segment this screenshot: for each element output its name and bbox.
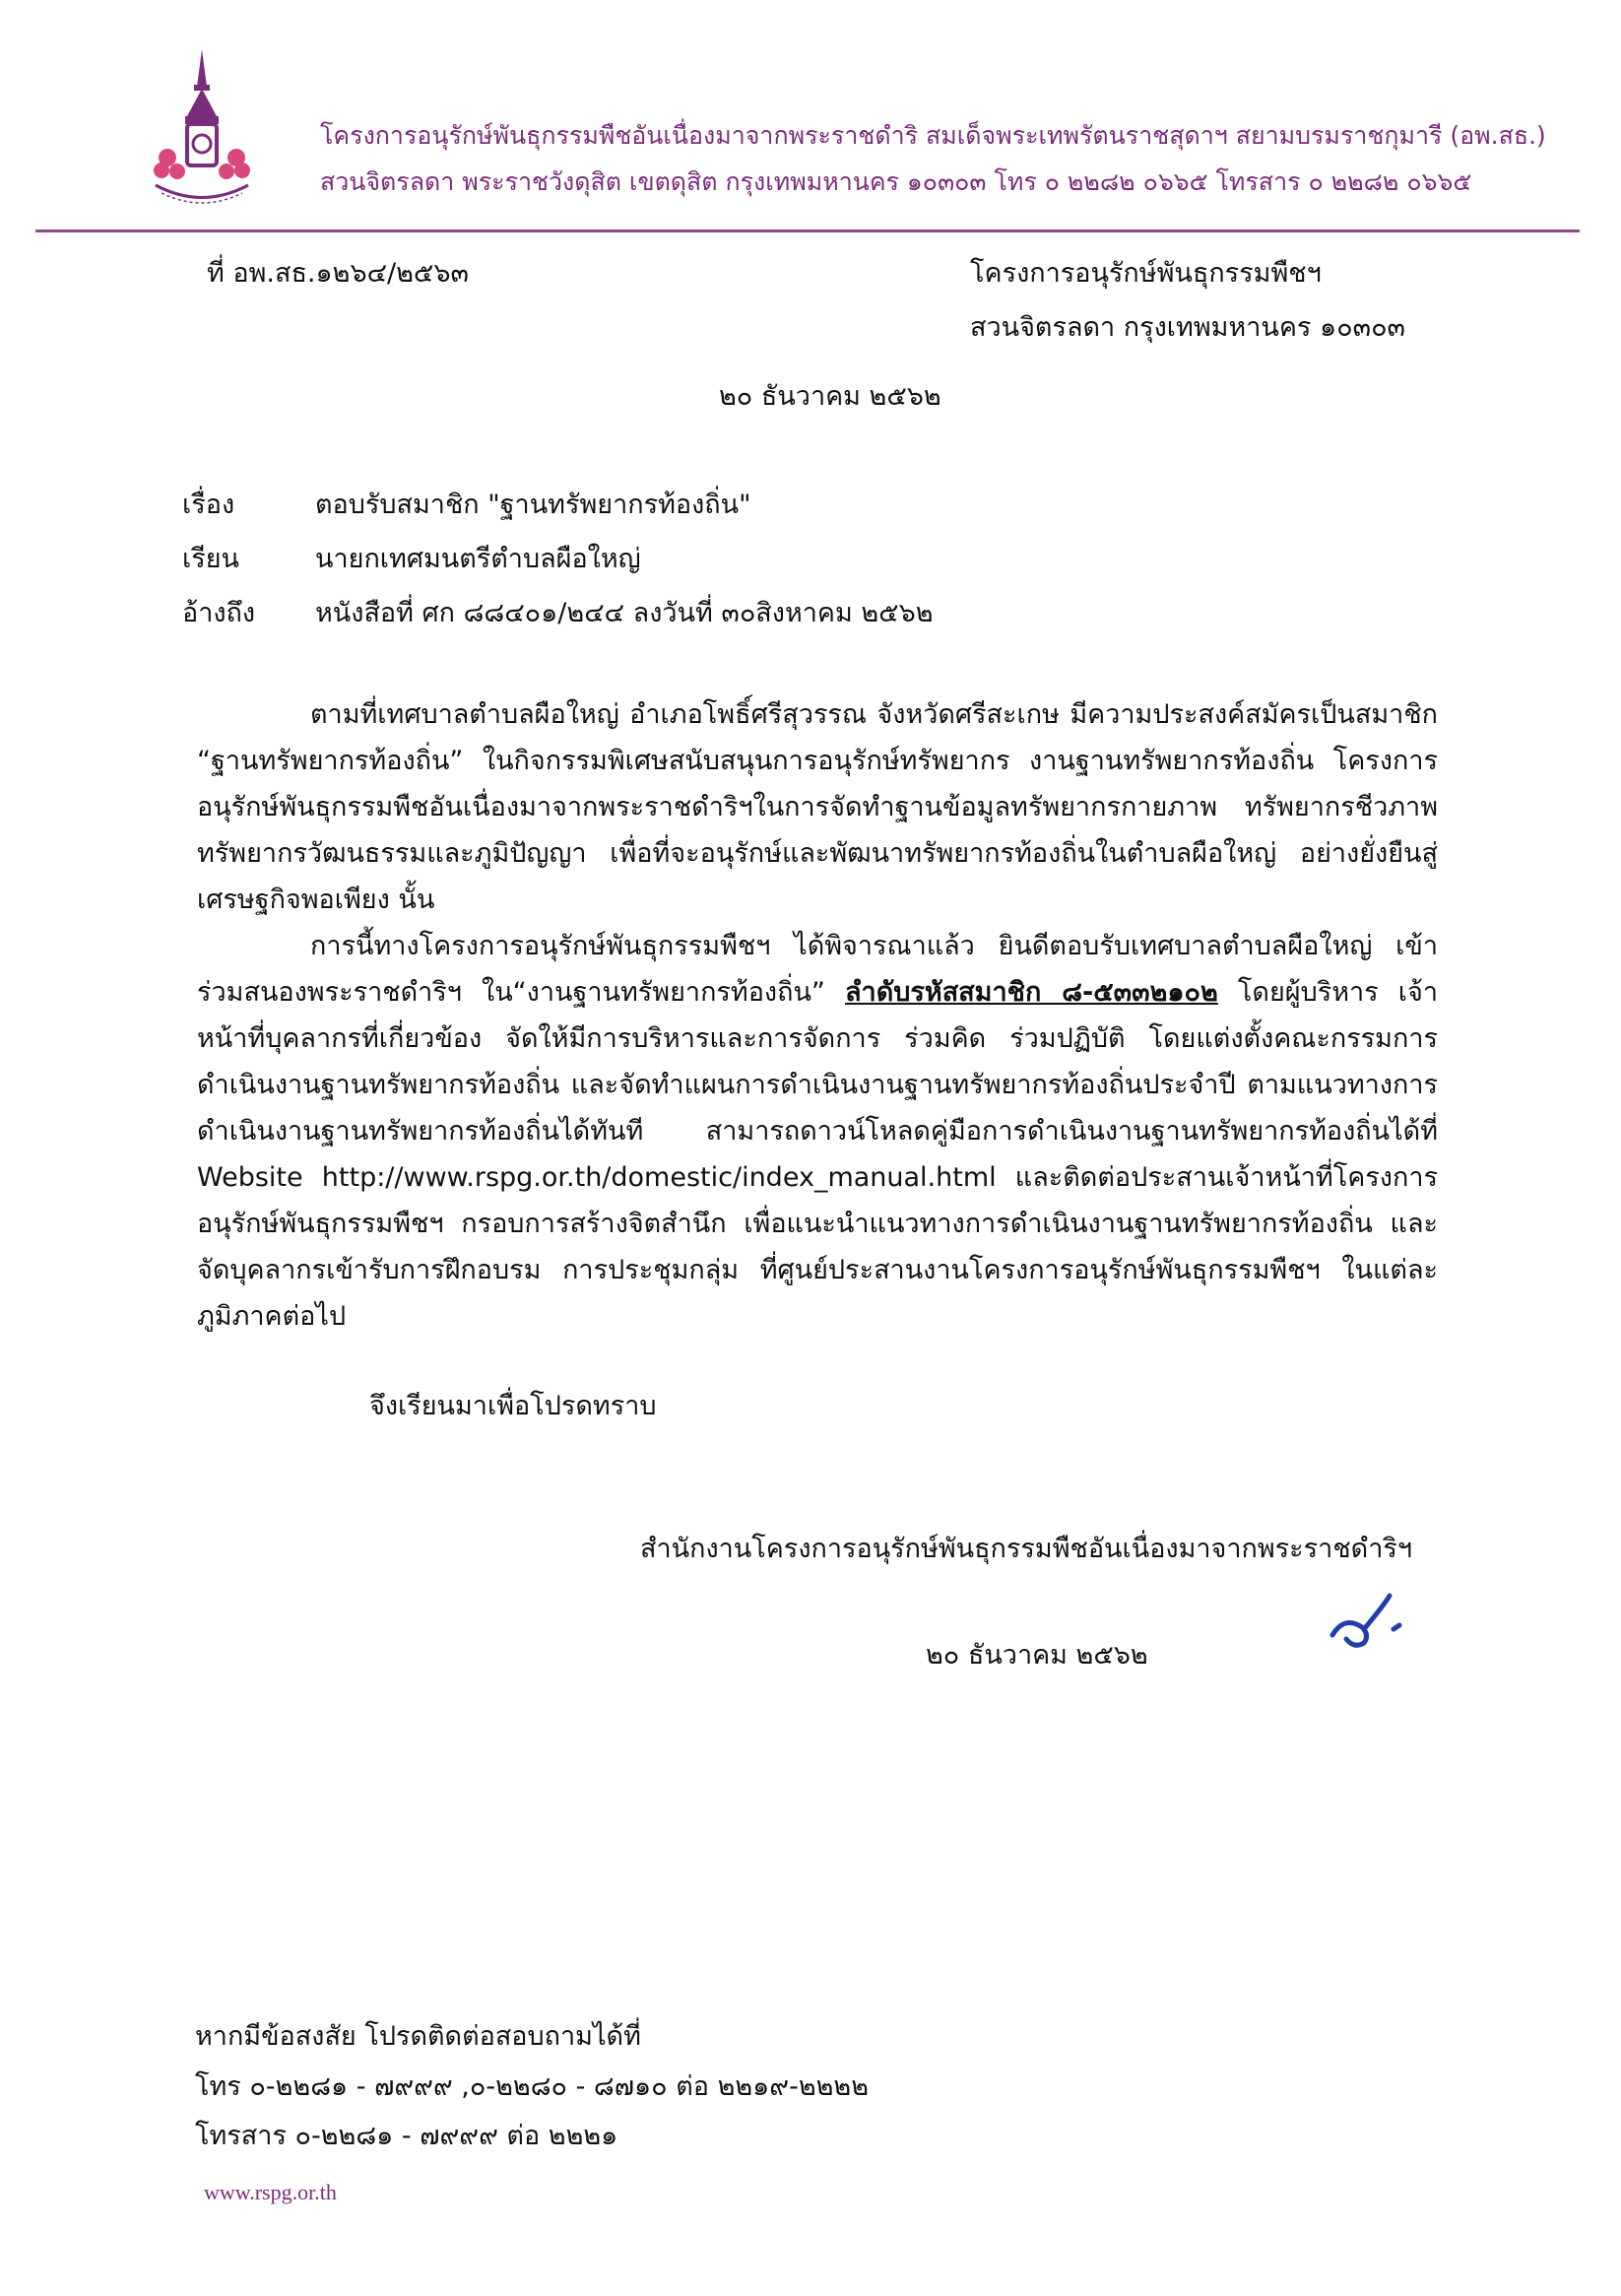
body-paragraph-1 bbox=[197, 691, 1438, 923]
rspg-emblem-icon bbox=[148, 47, 256, 215]
recipient-text: นายกเทศมนตรีตำบลผือใหญ่ bbox=[315, 544, 641, 574]
rspg-logo bbox=[148, 47, 256, 215]
subject-text: ตอบรับสมาชิก "ฐานทรัพยากรท้องถิ่น" bbox=[315, 490, 751, 520]
contact-phone: โทร ๐-๒๒๘๑ - ๗๙๙๙ ,๐-๒๒๘๐ - ๘๗๑๐ ต่อ ๒๒๑๙-๒๒๒๒ bbox=[195, 2071, 870, 2102]
letter-date: ๒๐ ธันวาคม ๒๕๖๒ bbox=[719, 381, 941, 412]
signatory-org: สำนักงานโครงการอนุรักษ์พันธุกรรมพืชอันเนื่องมาจากพระราชดำริฯ bbox=[640, 1534, 1413, 1564]
contact-fax: โทรสาร ๐-๒๒๘๑ - ๗๙๙๙ ต่อ ๒๒๒๑ bbox=[195, 2121, 618, 2151]
reference-label: อ้างถึง bbox=[182, 598, 256, 628]
signature-date: ๒๐ ธันวาคม ๒๕๖๒ bbox=[926, 1640, 1148, 1671]
document-number: ที่ อพ.สธ.๑๒๖๔/๒๕๖๓ bbox=[207, 258, 469, 289]
sender-org-line-2: สวนจิตรลดา กรุงเทพมหานคร ๑๐๓๐๓ bbox=[970, 312, 1406, 343]
sender-org-line-1: โครงการอนุรักษ์พันธุกรรมพืชฯ bbox=[970, 258, 1322, 289]
member-code: ลำดับรหัสสมาชิก ๘-๕๓๓๒๑๐๒ bbox=[845, 977, 1218, 1008]
closing-phrase: จึงเรียนมาเพื่อโปรดทราบ bbox=[369, 1391, 657, 1421]
body-paragraph-2-text-a: การนี้ทางโครงการอนุรักษ์พันธุกรรมพืชฯ ได้พิจารณาแล้ว ยินดีตอบรับเทศบาลตำบลผือใหญ่ เข้าร่วมสนองพระราชดำริฯ ใน“งานฐานทรัพยากรท้องถิ่น” bbox=[197, 931, 1438, 1008]
letterhead-line-1: โครงการอนุรักษ์พันธุกรรมพืชอันเนื่องมาจากพระราชดำริ สมเด็จพระเทพรัตนราชสุดาฯ สยามบรมราชกุมารี (อพ.สธ.) bbox=[320, 121, 1546, 150]
body-paragraph-1-text: ตามที่เทศบาลตำบลผือใหญ่ อำเภอโพธิ์ศรีสุวรรณ จังหวัดศรีสะเกษ มีความประสงค์สมัครเป็นสมาชิก “ฐานทรัพยากรท้องถิ่น” ในกิจกรรมพิเศษสนับสนุนการอนุรักษ์ทรัพยากร งานฐานทรัพยากรท้องถิ่น โครงการอนุรักษ์พันธุกรรมพืชอันเนื่องมาจากพระราชดำริฯในการจัดทำฐานข้อมูลทรัพยากรกายภาพ ทรัพยากรชีวภาพ ทรัพยากรวัฒนธรรมและภูมิปัญญา เพื่อที่จะอนุรักษ์และพัฒนาทรัพยากรท้องถิ่นในตำบลผือใหญ่ อย่างยั่งยืนสู่เศรษฐกิจพอเพียง นั้น bbox=[197, 699, 1438, 915]
website-link[interactable]: www.rspg.or.th bbox=[204, 2180, 337, 2204]
handwritten-signature bbox=[1325, 1586, 1423, 1655]
subject-label: เรื่อง bbox=[182, 490, 235, 520]
body-paragraph-2-text-b: โดยผู้บริหาร เจ้าหน้าที่บุคลากรที่เกี่ยวข้อง จัดให้มีการบริหารและการจัดการ ร่วมคิด ร่วมปฏิบัติ โดยแต่งตั้งคณะกรรมการดำเนินงานฐานทรัพยากรท้องถิ่น และจัดทำแผนการดำเนินงานฐานทรัพยากรท้องถิ่นประจำปี ตามแนวทางการดำเนินงานฐานทรัพยากรท้องถิ่นได้ทันที สามารถดาวน์โหลดคู่มือการดำเนินงานฐานทรัพยากรท้องถิ่นได้ที่ Website http://www.rspg.or.th/domestic/index_manual.html และติดต่อประสานเจ้าหน้าที่โครงการอนุรักษ์พันธุกรรมพืชฯ กรอบการสร้างจิตสำนึก เพื่อแนะนำแนวทางการดำเนินงานฐานทรัพยากรท้องถิ่น และจัดบุคลากรเข้ารับการฝึกอบรม การประชุมกลุ่ม ที่ศูนย์ประสานงานโครงการอนุรักษ์พันธุกรรมพืชฯ ในแต่ละภูมิภาคต่อไป bbox=[197, 977, 1438, 1332]
body-paragraph-2 bbox=[197, 923, 1438, 1340]
signature-mark-icon bbox=[1325, 1586, 1423, 1655]
letterhead-line-2: สวนจิตรลดา พระราชวังดุสิต เขตดุสิต กรุงเทพมหานคร ๑๐๓๐๓ โทร ๐ ๒๒๘๒ ๐๖๖๕ โทรสาร ๐ ๒๒๘๒ ๐๖๖๕ bbox=[320, 167, 1472, 196]
reference-text: หนังสือที่ ศก ๘๘๔๐๑/๒๔๔ ลงวันที่ ๓๐สิงหาคม ๒๕๖๒ bbox=[315, 598, 934, 628]
letterhead-divider bbox=[35, 230, 1580, 232]
contact-intro: หากมีข้อสงสัย โปรดติดต่อสอบถามได้ที่ bbox=[195, 2021, 641, 2052]
recipient-label: เรียน bbox=[182, 544, 240, 574]
